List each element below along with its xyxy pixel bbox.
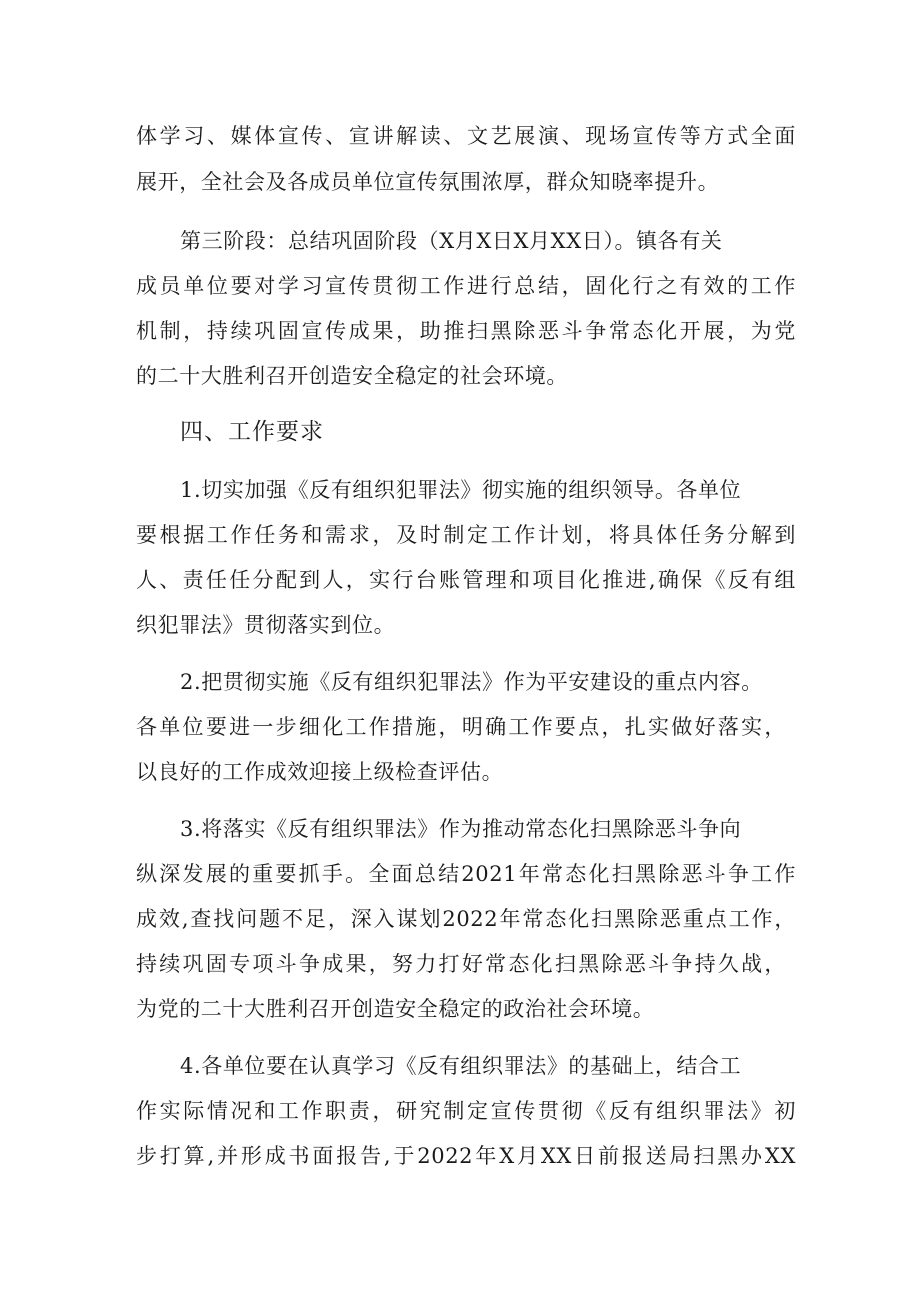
paragraph-2-line-4: 织犯罪法》贯彻落实到位。: [136, 613, 396, 637]
section-heading: 四、工作要求: [180, 419, 324, 445]
paragraph-5-line-3: 步打算,并形成书面报告,于2022年X月XX日前报送局扫黑办XX: [136, 1144, 796, 1168]
paragraph-0-line-2: 展开，全社会及各成员单位宣传氛围浓厚，群众知晓率提升。: [136, 170, 720, 194]
paragraph-4-line-1: 3.将落实《反有组织罪法》作为推动常态化扫黑除恶斗争向: [180, 817, 742, 841]
paragraph-2-line-3: 人、责任任分配到人，实行台账管理和项目化推进,确保《反有组: [136, 568, 796, 592]
paragraph-5-line-2: 作实际情况和工作职责，研究制定宣传贯彻《反有组织罪法》初: [136, 1099, 796, 1123]
paragraph-4-line-5: 为党的二十大胜利召开创造安全稳定的政治社会环境。: [136, 997, 655, 1021]
paragraph-3-line-1: 2.把贯彻实施《反有组织犯罪法》作为平安建设的重点内容。: [180, 670, 763, 694]
paragraph-2-line-2: 要根据工作任务和需求，及时制定工作计划，将具体任务分解到: [136, 523, 796, 547]
paragraph-1-line-2: 成员单位要对学习宣传贯彻工作进行总结，固化行之有效的工作: [136, 274, 796, 298]
paragraph-4-line-4: 持续巩固专项斗争成果，努力打好常态化扫黑除恶斗争持久战，: [136, 952, 786, 976]
paragraph-1-line-4: 的二十大胜利召开创造安全稳定的社会环境。: [136, 364, 568, 388]
paragraph-3-line-2: 各单位要进一步细化工作措施，明确工作要点，扎实做好落实，: [136, 715, 786, 739]
paragraph-4-line-2: 纵深发展的重要抓手。全面总结2021年常态化扫黑除恶斗争工作: [136, 862, 796, 886]
paragraph-4-line-3: 成效,查找问题不足，深入谋划2022年常态化扫黑除恶重点工作，: [136, 907, 796, 931]
paragraph-1-line-1: 第三阶段：总结巩固阶段（X月X日X月XX日）。镇各有关: [180, 229, 723, 253]
paragraph-2-line-1: 1.切实加强《反有组织犯罪法》彻实施的组织领导。各单位: [180, 478, 742, 502]
paragraph-1-line-3: 机制，持续巩固宣传成果，助推扫黑除恶斗争常态化开展，为党: [136, 319, 796, 343]
paragraph-5-line-1: 4.各单位要在认真学习《反有组织罪法》的基础上，结合工: [180, 1054, 742, 1078]
paragraph-0-line-1: 体学习、媒体宣传、宣讲解读、文艺展演、现场宣传等方式全面: [136, 124, 796, 148]
paragraph-3-line-3: 以良好的工作成效迎接上级检查评估。: [136, 760, 504, 784]
